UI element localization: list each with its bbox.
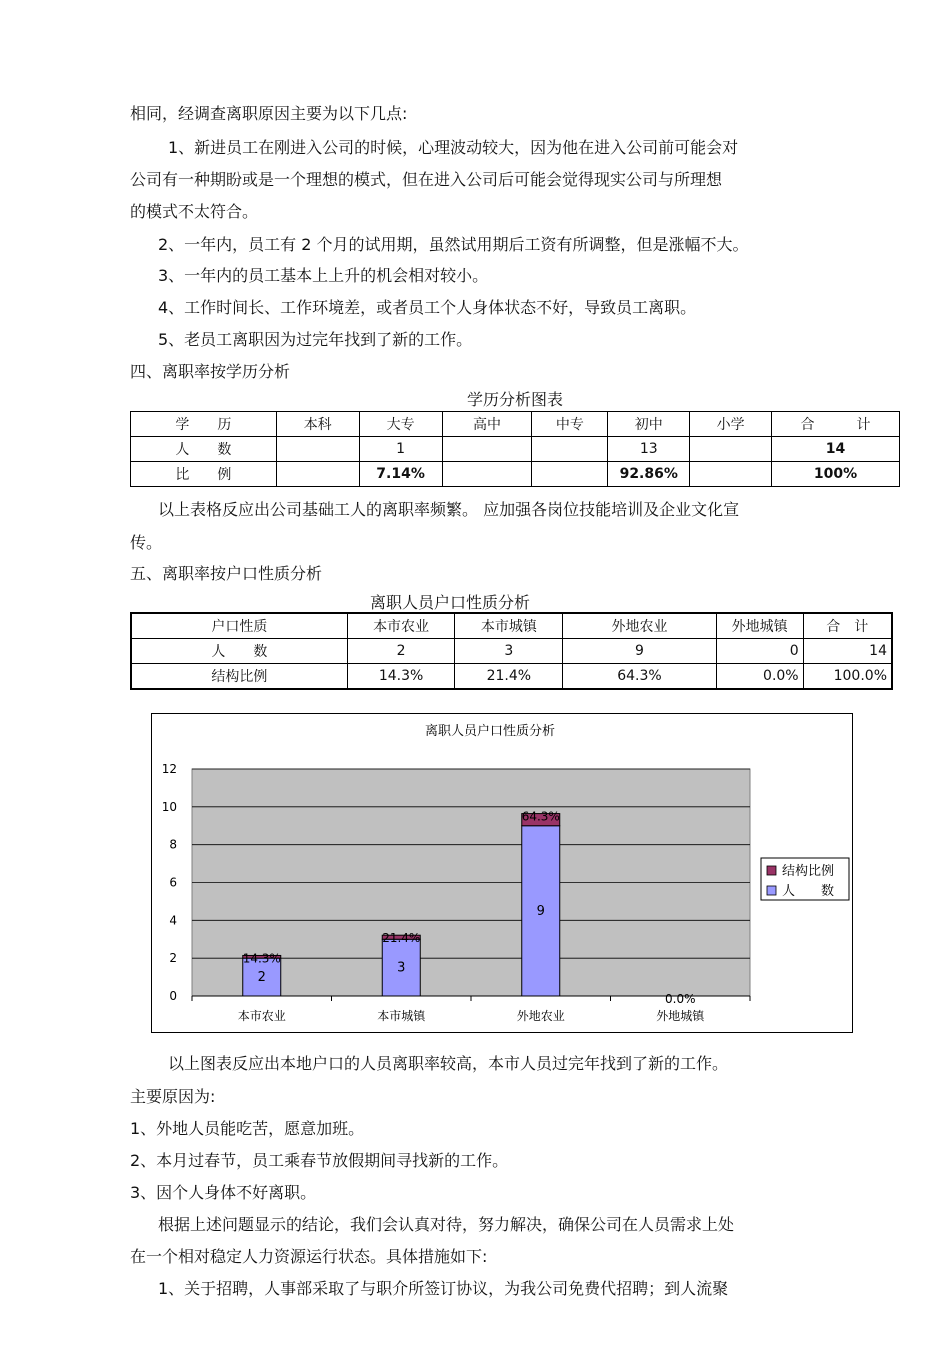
main-reason-1: 1、外地人员能吃苦，愿意加班。 bbox=[130, 1119, 365, 1138]
data-label-count: 9 bbox=[536, 903, 545, 919]
table-cell: 合 计 bbox=[803, 613, 892, 639]
table-cell: 0 bbox=[716, 639, 803, 664]
table-cell: 1 bbox=[359, 437, 442, 462]
legend-swatch bbox=[767, 886, 776, 895]
table-cell: 高中 bbox=[442, 412, 532, 437]
table-cell bbox=[690, 462, 772, 487]
hukou-ratio-row bbox=[131, 664, 892, 690]
reason-3: 3、一年内的员工基本上上升的机会相对较小。 bbox=[158, 266, 489, 285]
y-tick-label: 12 bbox=[161, 762, 177, 776]
x-tick-label: 外地城镇 bbox=[656, 1009, 705, 1023]
measures-intro-line-2: 在一个相对稳定人力资源运行状态。具体措施如下: bbox=[130, 1247, 488, 1266]
reason-2: 2、一年内，员工有 2 个月的试用期，虽然试用期后工资有所调整，但是涨幅不大。 bbox=[158, 235, 749, 254]
chart-conclusion: 以上图表反应出本地户口的人员离职率较高，本市人员过完年找到了新的工作。 bbox=[168, 1054, 729, 1073]
data-label-ratio: 21.4% bbox=[382, 931, 421, 946]
table-cell bbox=[690, 437, 772, 462]
table-cell: 本市城镇 bbox=[455, 613, 563, 639]
y-tick-label: 10 bbox=[161, 799, 177, 814]
edu-table bbox=[130, 411, 900, 487]
hukou-chart-svg bbox=[152, 714, 852, 1032]
legend-swatch bbox=[767, 866, 776, 875]
y-tick-label: 6 bbox=[169, 875, 177, 890]
data-label-ratio: 64.3% bbox=[521, 809, 560, 824]
table-cell: 户口性质 bbox=[131, 613, 347, 639]
x-tick-label: 本市城镇 bbox=[377, 1009, 426, 1023]
reason-1-line-1: 1、新进员工在刚进入公司的时候，心理波动较大，因为他在进入公司前可能会对 bbox=[168, 138, 739, 157]
table-cell: 14 bbox=[772, 437, 900, 462]
table-cell: 14.3% bbox=[347, 664, 455, 690]
data-label-ratio: 0.0% bbox=[665, 992, 696, 1006]
measure-1: 1、关于招聘，人事部采取了与职介所签订协议，为我公司免费代招聘；到人流聚 bbox=[158, 1279, 729, 1298]
hukou-table-caption: 离职人员户口性质分析 bbox=[369, 593, 530, 612]
table-cell: 3 bbox=[455, 639, 563, 664]
hukou-header-row bbox=[131, 613, 892, 639]
y-tick-label: 4 bbox=[169, 913, 177, 928]
data-label-count: 2 bbox=[257, 970, 266, 986]
legend-label: 结构比例 bbox=[782, 864, 835, 879]
table-cell: 结构比例 bbox=[131, 664, 347, 690]
table-cell bbox=[532, 437, 608, 462]
reason-5: 5、老员工离职因为过完年找到了新的工作。 bbox=[158, 330, 473, 349]
table-cell: 合 计 bbox=[772, 412, 900, 437]
table-cell bbox=[532, 462, 608, 487]
table-cell bbox=[442, 437, 532, 462]
main-reasons-heading: 主要原因为: bbox=[130, 1087, 216, 1106]
chart-title: 离职人员户口性质分析 bbox=[424, 724, 556, 739]
x-tick-label: 外地农业 bbox=[516, 1009, 565, 1023]
edu-count-row bbox=[131, 437, 900, 462]
reason-1-line-3: 的模式不太符合。 bbox=[130, 202, 259, 221]
table-cell: 比 例 bbox=[131, 462, 277, 487]
paragraph-intro: 相同，经调查离职原因主要为以下几点: bbox=[130, 104, 408, 123]
table-cell: 64.3% bbox=[563, 664, 717, 690]
table-cell bbox=[276, 437, 359, 462]
table-cell: 人 数 bbox=[131, 639, 347, 664]
data-label-count: 3 bbox=[397, 960, 406, 976]
table-cell: 本科 bbox=[276, 412, 359, 437]
table-cell: 9 bbox=[563, 639, 717, 664]
table-cell: 14 bbox=[803, 639, 892, 664]
edu-ratio-row bbox=[131, 462, 900, 487]
table-cell: 2 bbox=[347, 639, 455, 664]
table-cell: 100% bbox=[772, 462, 900, 487]
table-cell: 中专 bbox=[532, 412, 608, 437]
section-heading-4: 四、离职率按学历分析 bbox=[130, 362, 291, 381]
table-cell: 7.14% bbox=[359, 462, 442, 487]
table-cell: 21.4% bbox=[455, 664, 563, 690]
hukou-chart bbox=[151, 713, 853, 1033]
edu-conclusion-line-2: 传。 bbox=[130, 533, 163, 552]
y-tick-label: 2 bbox=[169, 951, 177, 966]
table-cell: 外地城镇 bbox=[716, 613, 803, 639]
table-cell: 学 历 bbox=[131, 412, 277, 437]
y-tick-label: 0 bbox=[169, 989, 177, 1003]
x-tick-label: 本市农业 bbox=[237, 1009, 286, 1023]
legend-label: 人 数 bbox=[782, 884, 835, 899]
table-cell: 人 数 bbox=[131, 437, 277, 462]
table-cell: 外地农业 bbox=[563, 613, 717, 639]
table-cell: 100.0% bbox=[803, 664, 892, 690]
hukou-table bbox=[130, 612, 893, 690]
table-cell: 初中 bbox=[608, 412, 690, 437]
table-cell bbox=[276, 462, 359, 487]
measures-intro-line-1: 根据上述问题显示的结论，我们会认真对待，努力解决，确保公司在人员需求上处 bbox=[158, 1215, 735, 1234]
table-cell: 13 bbox=[608, 437, 690, 462]
hukou-count-row bbox=[131, 639, 892, 664]
table-cell: 大专 bbox=[359, 412, 442, 437]
main-reason-3: 3、因个人身体不好离职。 bbox=[130, 1183, 317, 1202]
data-label-ratio: 14.3% bbox=[242, 951, 281, 966]
table-cell: 0.0% bbox=[716, 664, 803, 690]
reason-1-line-2: 公司有一种期盼或是一个理想的模式，但在进入公司后可能会觉得现实公司与所理想 bbox=[130, 170, 723, 189]
edu-header-row bbox=[131, 412, 900, 437]
table-cell bbox=[442, 462, 532, 487]
table-cell: 小学 bbox=[690, 412, 772, 437]
table-cell: 92.86% bbox=[608, 462, 690, 487]
edu-table-caption: 学历分析图表 bbox=[466, 390, 563, 409]
y-tick-label: 8 bbox=[169, 837, 177, 852]
reason-4: 4、工作时间长、工作环境差，或者员工个人身体状态不好，导致员工离职。 bbox=[158, 298, 697, 317]
section-heading-5: 五、离职率按户口性质分析 bbox=[130, 564, 323, 583]
table-cell: 本市农业 bbox=[347, 613, 455, 639]
main-reason-2: 2、本月过春节，员工乘春节放假期间寻找新的工作。 bbox=[130, 1151, 509, 1170]
edu-conclusion-line-1: 以上表格反应出公司基础工人的离职率频繁。 应加强各岗位技能培训及企业文化宣 bbox=[158, 500, 740, 519]
